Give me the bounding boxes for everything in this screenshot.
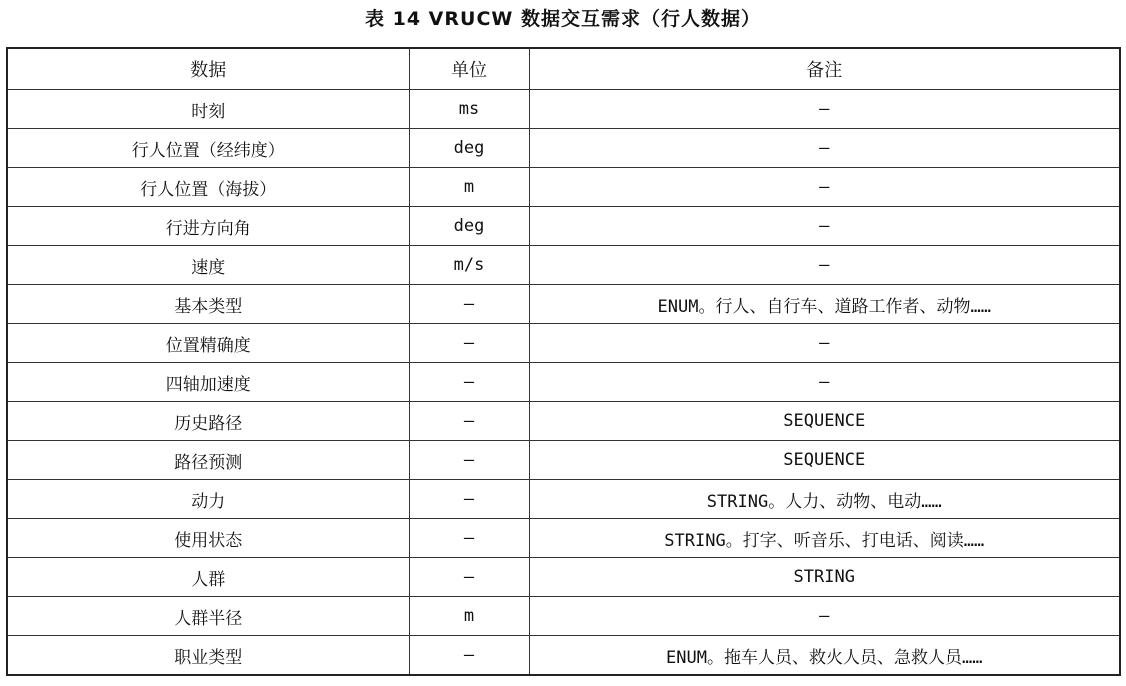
cell-note: —: [529, 324, 1120, 363]
header-unit: 单位: [409, 48, 529, 90]
table-row: [7, 129, 1120, 168]
cell-unit: deg: [409, 129, 529, 168]
cell-data: 路径预测: [7, 441, 409, 480]
cell-data: 使用状态: [7, 519, 409, 558]
cell-unit: —: [409, 402, 529, 441]
cell-data: 人群: [7, 558, 409, 597]
cell-data: 人群半径: [7, 597, 409, 636]
cell-note: —: [529, 207, 1120, 246]
cell-note: STRING: [529, 558, 1120, 597]
table-row: [7, 246, 1120, 285]
cell-unit: —: [409, 480, 529, 519]
table-row: [7, 402, 1120, 441]
header-row: [7, 48, 1120, 90]
table-row: [7, 168, 1120, 207]
cell-note: ENUM。行人、自行车、道路工作者、动物……: [529, 285, 1120, 324]
cell-note: SEQUENCE: [529, 441, 1120, 480]
cell-data: 历史路径: [7, 402, 409, 441]
table-row: [7, 636, 1120, 676]
cell-note: —: [529, 363, 1120, 402]
cell-data: 四轴加速度: [7, 363, 409, 402]
table-row: [7, 207, 1120, 246]
cell-data: 职业类型: [7, 636, 409, 676]
table-header: [7, 48, 1120, 90]
cell-data: 行进方向角: [7, 207, 409, 246]
cell-note: SEQUENCE: [529, 402, 1120, 441]
cell-unit: —: [409, 558, 529, 597]
cell-data: 时刻: [7, 90, 409, 129]
table-row: [7, 597, 1120, 636]
header-data: 数据: [7, 48, 409, 90]
table-row: [7, 363, 1120, 402]
table-row: [7, 90, 1120, 129]
cell-note: ENUM。拖车人员、救火人员、急救人员……: [529, 636, 1120, 676]
table-row: [7, 441, 1120, 480]
cell-unit: m: [409, 168, 529, 207]
cell-unit: m: [409, 597, 529, 636]
table-row: [7, 480, 1120, 519]
cell-note: —: [529, 246, 1120, 285]
cell-note: STRING。打字、听音乐、打电话、阅读……: [529, 519, 1120, 558]
cell-unit: —: [409, 285, 529, 324]
cell-note: —: [529, 90, 1120, 129]
cell-note: —: [529, 168, 1120, 207]
table-title: 表 14 VRUCW 数据交互需求（行人数据）: [365, 8, 761, 30]
cell-unit: —: [409, 363, 529, 402]
table-row: [7, 558, 1120, 597]
cell-data: 速度: [7, 246, 409, 285]
table-row: [7, 285, 1120, 324]
cell-unit: ms: [409, 90, 529, 129]
table-row: [7, 324, 1120, 363]
cell-unit: deg: [409, 207, 529, 246]
cell-data: 动力: [7, 480, 409, 519]
cell-note: STRING。人力、动物、电动……: [529, 480, 1120, 519]
cell-unit: —: [409, 636, 529, 676]
cell-data: 行人位置（海拔）: [7, 168, 409, 207]
cell-data: 行人位置（经纬度）: [7, 129, 409, 168]
cell-unit: —: [409, 324, 529, 363]
cell-note: —: [529, 129, 1120, 168]
table-body: [7, 90, 1120, 676]
cell-data: 基本类型: [7, 285, 409, 324]
data-table: [6, 47, 1121, 676]
cell-unit: —: [409, 519, 529, 558]
cell-unit: —: [409, 441, 529, 480]
cell-unit: m/s: [409, 246, 529, 285]
header-note: 备注: [529, 48, 1120, 90]
cell-data: 位置精确度: [7, 324, 409, 363]
table-row: [7, 519, 1120, 558]
cell-note: —: [529, 597, 1120, 636]
